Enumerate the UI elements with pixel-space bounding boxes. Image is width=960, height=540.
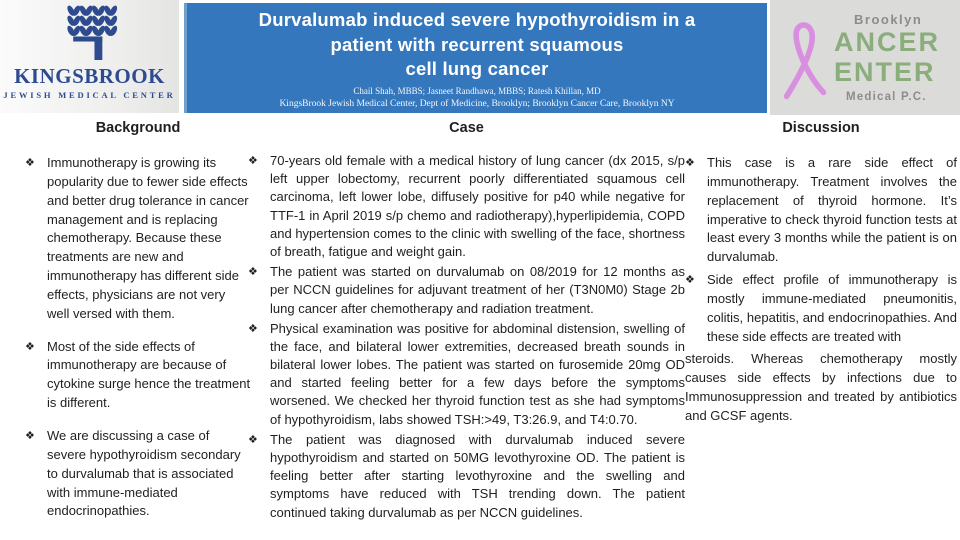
background-bullet-3: ❖ We are discussing a case of severe hypothyroidism secondary to durvalumab that is associated with immune-mediated endocrinopathies. <box>25 427 251 521</box>
discussion-bullet-2: ❖ Side effect profile of immunotherapy is mostly immune-mediated pneumonitis, colitis, hepatitis, and endocrinopathies. And these side effects are treated with <box>685 271 957 346</box>
kingsbrook-logo <box>0 0 179 113</box>
diamond-bullet-icon: ❖ <box>248 155 258 167</box>
background-header: Background <box>95 120 181 136</box>
brooklyn-label: Brooklyn <box>854 12 923 27</box>
diamond-bullet-icon: ❖ <box>685 157 695 169</box>
kingsbrook-name: KINGSBROOK <box>14 64 165 88</box>
poster-title: Durvalumab induced severe hypothyroidism in a patient with recurrent squamous cell lung cancer <box>258 9 696 79</box>
medical-pc-label: Medical P.C. <box>846 91 927 103</box>
cancer-label: ANCER <box>834 27 941 57</box>
background-column <box>25 120 251 535</box>
case-header: Case <box>449 120 484 136</box>
case-bullet-2: ❖ The patient was started on durvalumab on 08/2019 for 12 months as per NCCN guidelines for adjuvant treatment of her (T3N0M0) Stage 2b lung cancer after chemotherapy and radiation treatment. <box>248 263 685 318</box>
background-bullet-1: ❖ Immunotherapy is growing its popularity due to fewer side effects and better drug tolerance in cancer management and is replacing chemotherapy. Because these treatments are new and immunotherapy has different side effects, physicians are not very well versed with them. <box>25 154 251 324</box>
case-column <box>248 120 685 524</box>
diamond-bullet-icon: ❖ <box>685 274 695 287</box>
diamond-bullet-icon: ❖ <box>248 433 258 446</box>
kingsbrook-subtitle: JEWISH MEDICAL CENTER <box>3 90 176 100</box>
diamond-bullet-icon: ❖ <box>248 322 258 335</box>
diamond-bullet-icon: ❖ <box>25 429 35 442</box>
poster-affiliation: KingsBrook Jewish Medical Center, Dept of Medicine, Brooklyn; Brooklyn Cancer Care, Brooklyn NY <box>279 98 675 109</box>
case-bullet-4: ❖ The patient was diagnosed with durvalumab induced severe hypothyroidism and started on 50MG levothyroxine OD. The patient is feeling better after starting levothyroxine and the swelling and symptoms have reduced with TSH trending down. The patient continued taking durvalumab as per NCCN guidelines. <box>248 431 685 522</box>
case-bullet-3: ❖ Physical examination was positive for abdominal distension, swelling of the face, and bilateral lower extremities, decreased breath sounds in bilateral lower lobes. The patient was started on furosemide 20mg OD and started feeling better for a few days before the symptoms worsened. We checked her thyroid function test as she had symptoms of hypothyroidism, labs showed TSH:>49, T3:26.9, and T4:0.70. <box>248 320 685 429</box>
discussion-header: Discussion <box>782 120 860 136</box>
pink-ribbon-icon <box>776 14 834 107</box>
brooklyn-cancer-center-logo <box>770 0 960 115</box>
background-bullet-2: ❖ Most of the side effects of immunotherapy are because of cytokine surge hence the treatment is different. <box>25 338 251 413</box>
discussion-column <box>685 120 957 426</box>
diamond-bullet-icon: ❖ <box>25 157 35 169</box>
diamond-bullet-icon: ❖ <box>25 340 35 353</box>
kingsbrook-tree-icon <box>42 4 138 65</box>
diamond-bullet-icon: ❖ <box>248 266 258 279</box>
discussion-bullet-1: ❖ This case is a rare side effect of immunotherapy. Treatment involves the replacement of thyroid hormone. It’s imperative to check thyroid function tests at least every 3 months while the patient is on durvalumab. <box>685 154 957 267</box>
discussion-continuation-text: steroids. Whereas chemotherapy mostly causes side effects by infections due to Immunosuppression and treated by antibiotics and GCSF agents. <box>685 351 957 423</box>
center-label: ENTER <box>834 57 936 87</box>
title-banner <box>184 3 767 113</box>
case-bullet-1: ❖ 70-years old female with a medical history of lung cancer (dx 2015, s/p left upper lobectomy, recurrent poorly differentiated squamous cell carcinoma, left lower lobe, diffusely positive for p40 while negative for TTF-1 in April 2019 s/p chemo and radiotherapy),hyperlipidemia, COPD and hypertension comes to the clinic with swelling of the face, shortness of breath, fatigue and weight gain. <box>248 152 685 261</box>
poster-authors: Chail Shah, MBBS; Jasneet Randhawa, MBBS; Ratesh Khillan, MD <box>353 86 601 97</box>
